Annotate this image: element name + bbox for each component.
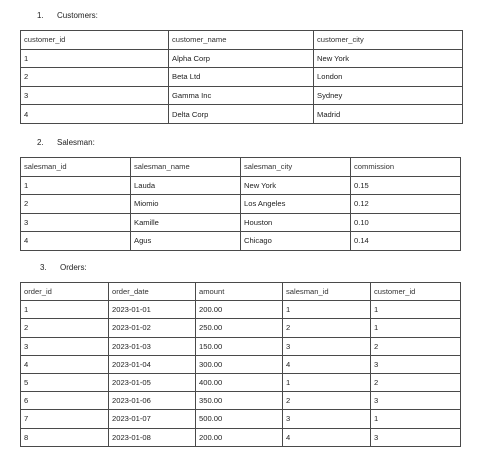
orders-heading-title: Orders: bbox=[60, 263, 87, 272]
table-cell: 3 bbox=[283, 337, 371, 355]
table-row bbox=[21, 195, 461, 214]
table-cell: 2 bbox=[371, 337, 461, 355]
table-row bbox=[21, 213, 461, 232]
table-cell: 2023-01-08 bbox=[109, 428, 196, 446]
table-cell: 150.00 bbox=[196, 337, 283, 355]
table-row bbox=[21, 392, 461, 410]
table-row bbox=[21, 410, 461, 428]
salesman-heading bbox=[37, 138, 95, 147]
column-header: salesman_name bbox=[131, 158, 241, 177]
table-cell: 500.00 bbox=[196, 410, 283, 428]
table-row bbox=[21, 232, 461, 251]
table-cell: 0.12 bbox=[351, 195, 461, 214]
table-cell: 300.00 bbox=[196, 355, 283, 373]
column-header: salesman_id bbox=[283, 283, 371, 301]
table-cell: 3 bbox=[21, 86, 169, 105]
table-cell: 2023-01-05 bbox=[109, 373, 196, 391]
table-cell: 1 bbox=[371, 319, 461, 337]
table-cell: 400.00 bbox=[196, 373, 283, 391]
table-cell: 2 bbox=[371, 373, 461, 391]
table-cell: 4 bbox=[21, 232, 131, 251]
table-cell: 3 bbox=[21, 337, 109, 355]
table-row bbox=[21, 355, 461, 373]
orders-table bbox=[20, 282, 461, 447]
salesman-heading-number: 2. bbox=[37, 138, 44, 147]
table-cell: 250.00 bbox=[196, 319, 283, 337]
table-cell: 1 bbox=[371, 301, 461, 319]
table-cell: 4 bbox=[21, 355, 109, 373]
table-cell: 3 bbox=[371, 392, 461, 410]
table-cell: 1 bbox=[21, 301, 109, 319]
column-header: salesman_city bbox=[241, 158, 351, 177]
table-cell: 2023-01-03 bbox=[109, 337, 196, 355]
table-cell: New York bbox=[314, 49, 463, 68]
table-header-row bbox=[21, 158, 461, 177]
column-header: customer_city bbox=[314, 31, 463, 50]
table-cell: 350.00 bbox=[196, 392, 283, 410]
table-cell: Madrid bbox=[314, 105, 463, 124]
table-row bbox=[21, 428, 461, 446]
table-cell: 3 bbox=[371, 428, 461, 446]
table-cell: 200.00 bbox=[196, 301, 283, 319]
table-cell: 4 bbox=[283, 355, 371, 373]
column-header: order_date bbox=[109, 283, 196, 301]
table-cell: 1 bbox=[21, 49, 169, 68]
orders-heading-number: 3. bbox=[40, 263, 47, 272]
table-cell: 8 bbox=[21, 428, 109, 446]
table-cell: 2 bbox=[283, 392, 371, 410]
table-cell: 5 bbox=[21, 373, 109, 391]
table-cell: 2023-01-06 bbox=[109, 392, 196, 410]
column-header: customer_id bbox=[371, 283, 461, 301]
table-cell: 2 bbox=[21, 68, 169, 87]
table-cell: 2023-01-02 bbox=[109, 319, 196, 337]
table-cell: 2023-01-07 bbox=[109, 410, 196, 428]
table-cell: 0.10 bbox=[351, 213, 461, 232]
table-cell: 0.14 bbox=[351, 232, 461, 251]
column-header: order_id bbox=[21, 283, 109, 301]
table-cell: 3 bbox=[283, 410, 371, 428]
table-cell: Gamma Inc bbox=[169, 86, 314, 105]
table-row bbox=[21, 337, 461, 355]
orders-heading bbox=[40, 263, 87, 272]
table-cell: 4 bbox=[21, 105, 169, 124]
customers-table bbox=[20, 30, 463, 124]
table-cell: 1 bbox=[371, 410, 461, 428]
table-cell: 7 bbox=[21, 410, 109, 428]
table-cell: 2 bbox=[21, 319, 109, 337]
column-header: amount bbox=[196, 283, 283, 301]
table-row bbox=[21, 176, 461, 195]
table-cell: Lauda bbox=[131, 176, 241, 195]
table-cell: 2023-01-04 bbox=[109, 355, 196, 373]
table-cell: 2023-01-01 bbox=[109, 301, 196, 319]
table-row bbox=[21, 49, 463, 68]
table-cell: 3 bbox=[371, 355, 461, 373]
table-cell: Beta Ltd bbox=[169, 68, 314, 87]
table-row bbox=[21, 105, 463, 124]
table-row bbox=[21, 301, 461, 319]
table-row bbox=[21, 373, 461, 391]
salesman-table bbox=[20, 157, 461, 251]
customers-heading bbox=[37, 11, 98, 20]
table-cell: 0.15 bbox=[351, 176, 461, 195]
salesman-heading-title: Salesman: bbox=[57, 138, 95, 147]
table-cell: Los Angeles bbox=[241, 195, 351, 214]
customers-heading-number: 1. bbox=[37, 11, 44, 20]
table-cell: 2 bbox=[283, 319, 371, 337]
table-cell: 4 bbox=[283, 428, 371, 446]
table-cell: 1 bbox=[283, 373, 371, 391]
column-header: commission bbox=[351, 158, 461, 177]
column-header: customer_id bbox=[21, 31, 169, 50]
table-row bbox=[21, 68, 463, 87]
customers-heading-title: Customers: bbox=[57, 11, 98, 20]
table-cell: Miomio bbox=[131, 195, 241, 214]
table-cell: 6 bbox=[21, 392, 109, 410]
table-cell: Sydney bbox=[314, 86, 463, 105]
table-row bbox=[21, 319, 461, 337]
table-cell: 200.00 bbox=[196, 428, 283, 446]
table-cell: New York bbox=[241, 176, 351, 195]
table-cell: Kamille bbox=[131, 213, 241, 232]
table-row bbox=[21, 86, 463, 105]
table-cell: 2 bbox=[21, 195, 131, 214]
table-cell: Chicago bbox=[241, 232, 351, 251]
table-cell: 1 bbox=[21, 176, 131, 195]
table-cell: Delta Corp bbox=[169, 105, 314, 124]
table-cell: Houston bbox=[241, 213, 351, 232]
column-header: salesman_id bbox=[21, 158, 131, 177]
table-header-row bbox=[21, 31, 463, 50]
table-cell: London bbox=[314, 68, 463, 87]
column-header: customer_name bbox=[169, 31, 314, 50]
table-cell: Alpha Corp bbox=[169, 49, 314, 68]
table-cell: 1 bbox=[283, 301, 371, 319]
table-cell: Agus bbox=[131, 232, 241, 251]
table-header-row bbox=[21, 283, 461, 301]
table-cell: 3 bbox=[21, 213, 131, 232]
